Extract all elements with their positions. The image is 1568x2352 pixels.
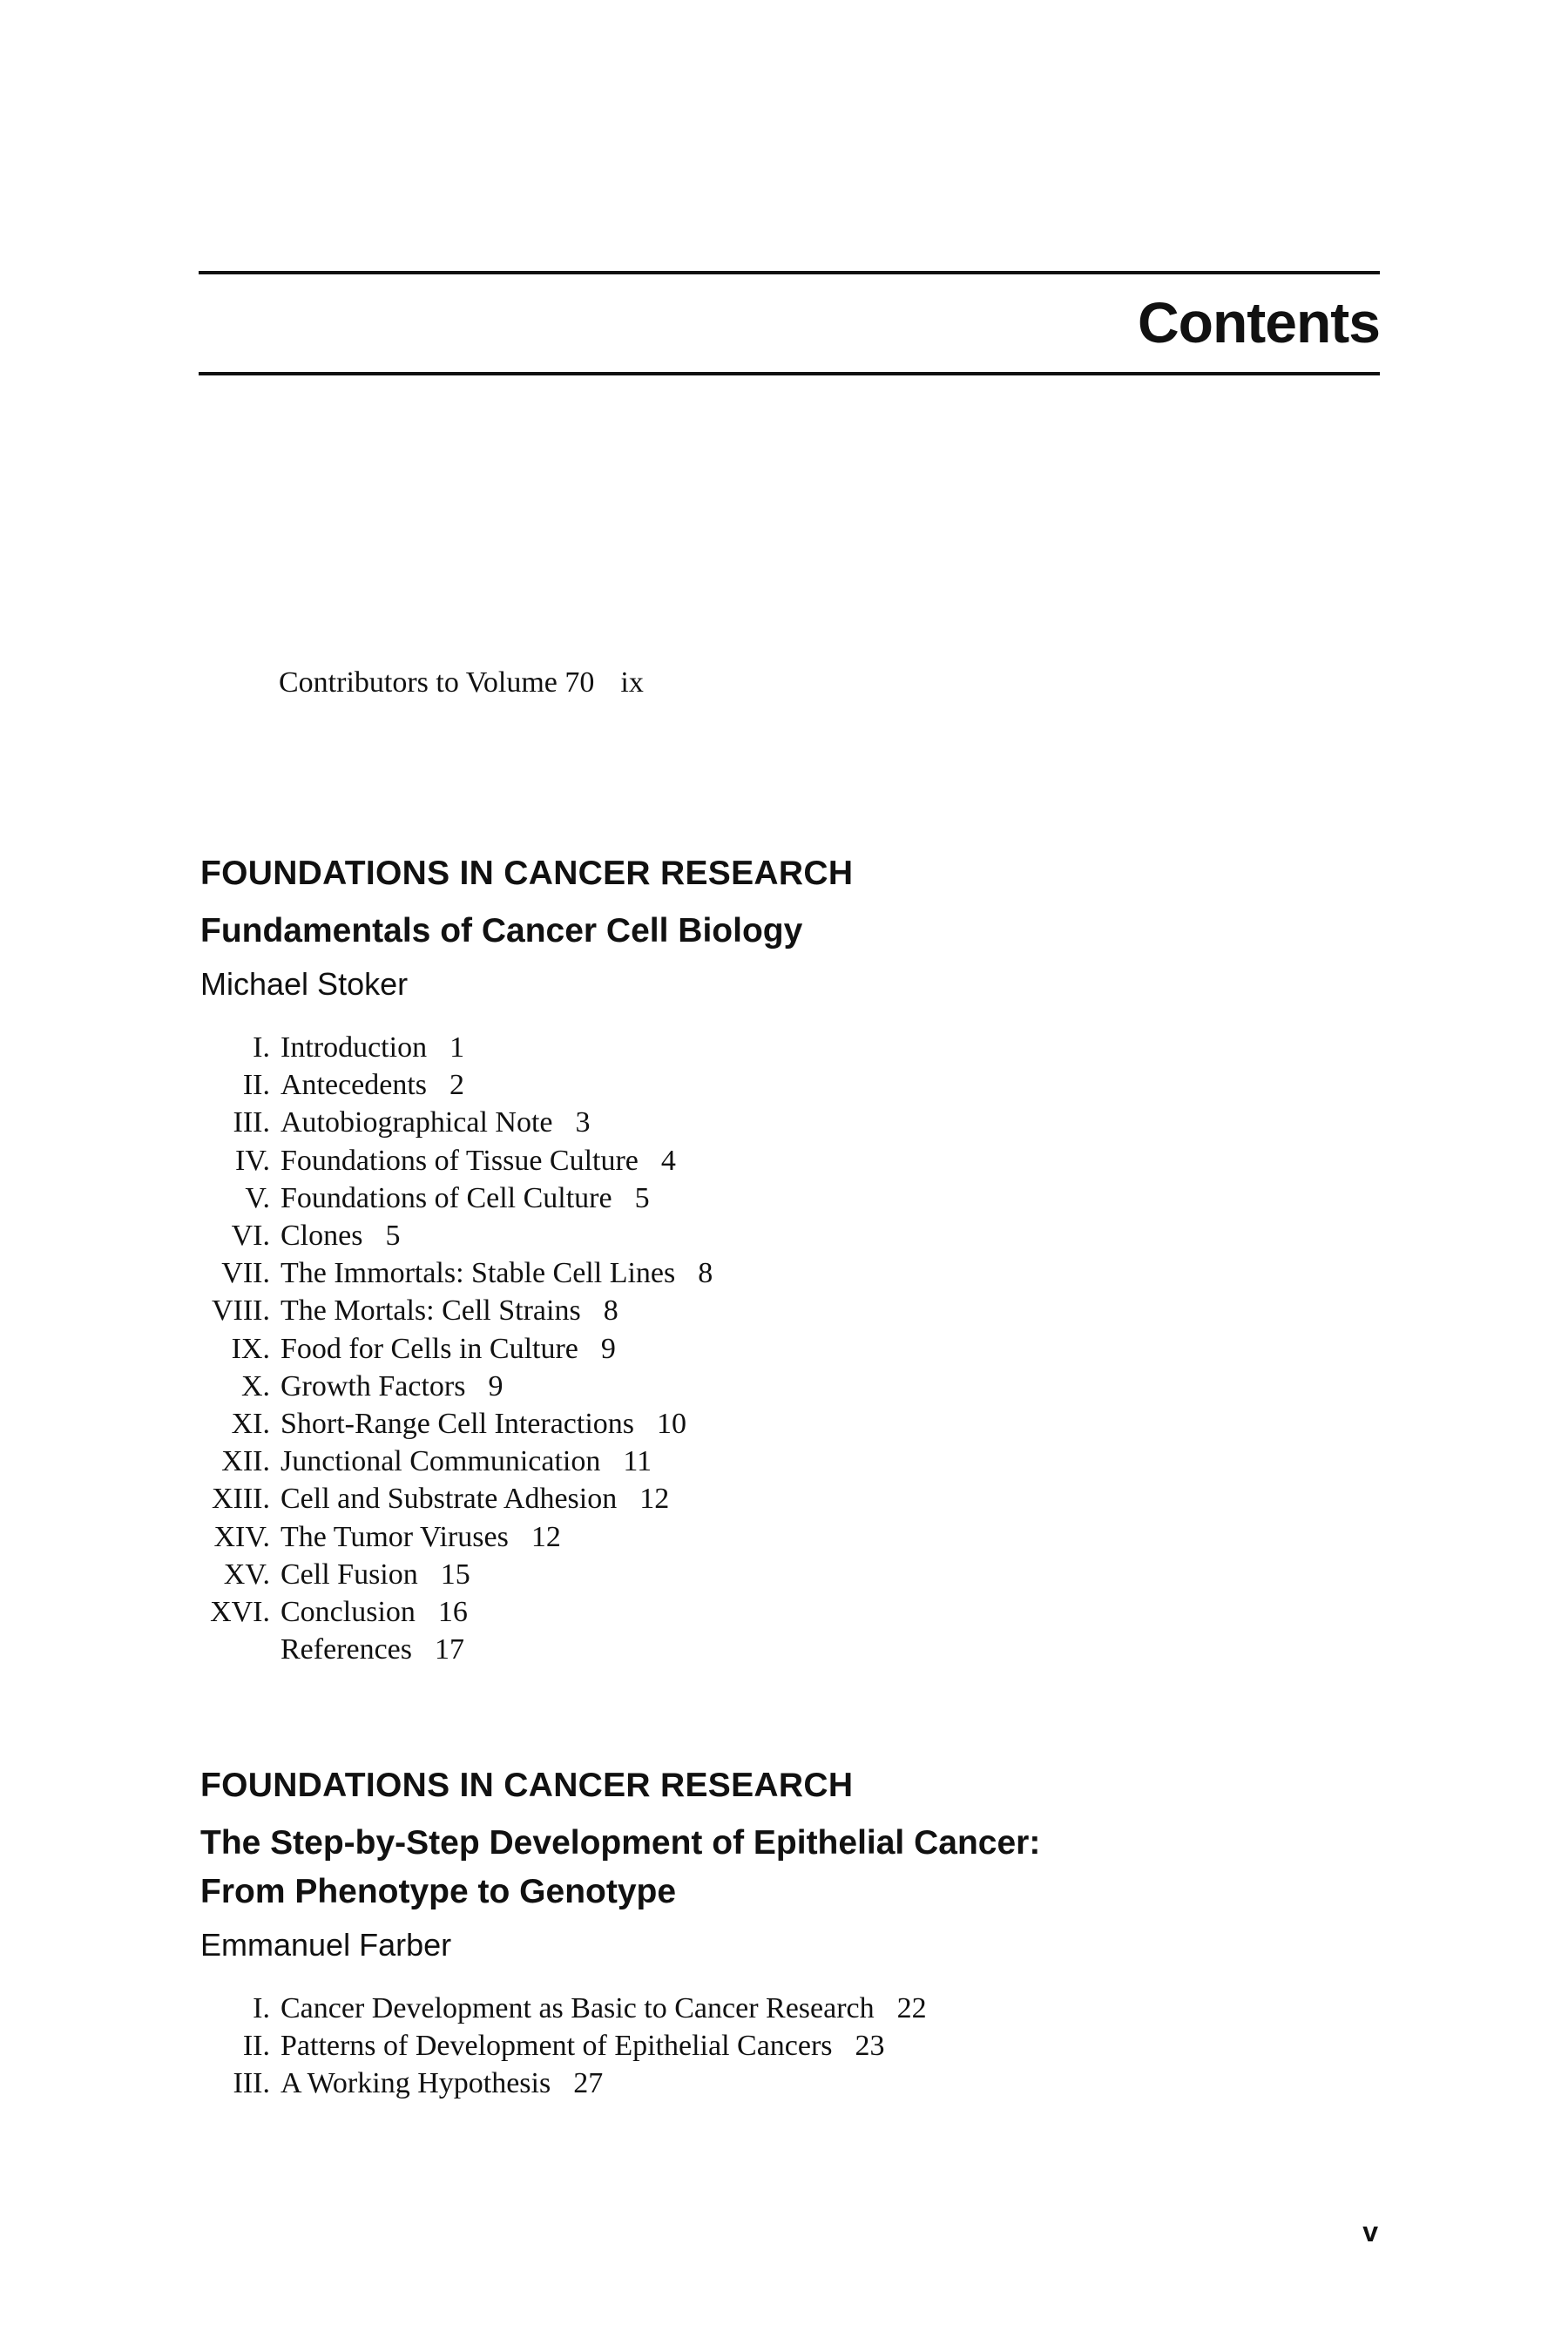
toc-entry-number: XV.: [223, 1558, 270, 1591]
toc-entry[interactable]: [200, 1254, 1385, 1292]
toc-entry[interactable]: [200, 1179, 1385, 1217]
toc-entry-references[interactable]: [200, 1631, 1385, 1668]
toc-entry-page: 22: [896, 1992, 927, 2024]
toc-entry-number: V.: [245, 1181, 270, 1214]
chapter-title[interactable]: [200, 1819, 1385, 1916]
toc-entry-title: Foundations of Tissue Culture: [280, 1144, 639, 1177]
toc-entry-title: Foundations of Cell Culture: [280, 1181, 612, 1214]
chapter-author: Michael Stoker: [200, 966, 409, 1002]
toc-entry-title: Antecedents: [280, 1069, 428, 1102]
toc-entry-page: 11: [623, 1445, 652, 1478]
toc-entry-number: II.: [242, 1069, 270, 1102]
toc-entry-page: 8: [698, 1257, 713, 1290]
toc-entry-page: 1: [449, 1031, 465, 1064]
toc-entry-title: Short-Range Cell Interactions: [280, 1408, 635, 1441]
toc-entry-page: 23: [855, 2030, 885, 2063]
page-title: Contents: [1138, 290, 1380, 355]
chapter-title-line: From Phenotype to Genotype: [200, 1873, 677, 1910]
toc-entry-title: A Working Hypothesis: [280, 2067, 551, 2100]
toc-entry-number: XIV.: [213, 1520, 270, 1553]
chapter-title-line: Fundamentals of Cancer Cell Biology: [200, 912, 803, 950]
toc-entry-page: 5: [634, 1181, 650, 1214]
contributors-label: Contributors to Volume 70: [279, 666, 595, 699]
contributors-entry[interactable]: [279, 664, 644, 702]
toc-entry-page: 15: [440, 1558, 470, 1591]
toc-entry[interactable]: [200, 1066, 1385, 1104]
toc-entry[interactable]: [200, 1217, 1385, 1254]
toc-entry-number: IX.: [231, 1332, 270, 1365]
bottom-rule: [199, 372, 1380, 375]
toc-entry-title: Cell Fusion: [280, 1558, 418, 1591]
top-rule: [199, 271, 1380, 274]
toc-entry-number: III.: [233, 1106, 270, 1139]
toc-entry[interactable]: [200, 1104, 1385, 1141]
toc-entry-title: Introduction: [280, 1031, 428, 1064]
toc-entry[interactable]: [200, 1292, 1385, 1329]
toc-list: [200, 1990, 1385, 2103]
toc-entry-page: 16: [437, 1596, 468, 1629]
chapter-section-stoker: [200, 849, 1385, 1668]
toc-entry-title: The Tumor Viruses: [280, 1520, 509, 1553]
toc-entry-number: XI.: [231, 1408, 270, 1441]
toc-entry-number: I.: [253, 1992, 270, 2024]
toc-entry[interactable]: [200, 1556, 1385, 1593]
toc-entry[interactable]: [200, 1368, 1385, 1405]
series-heading: FOUNDATIONS IN CANCER RESEARCH: [200, 855, 854, 892]
toc-entry-number: III.: [233, 2067, 270, 2100]
toc-entry-page: 9: [600, 1332, 616, 1365]
toc-list: [200, 1029, 1385, 1668]
toc-entry[interactable]: [200, 1990, 1385, 2027]
toc-entry-title: Patterns of Development of Epithelial Cancers: [280, 2030, 833, 2063]
chapter-title-line: The Step-by-Step Development of Epithelial Cancer:: [200, 1824, 1041, 1862]
toc-entry-title: Cell and Substrate Adhesion: [280, 1483, 618, 1516]
toc-entry-number: I.: [253, 1031, 270, 1064]
toc-entry-page: 2: [449, 1069, 465, 1102]
chapter-title[interactable]: [200, 907, 1385, 956]
toc-entry-page: 10: [657, 1408, 687, 1441]
toc-entry-title: Junctional Communication: [280, 1445, 601, 1478]
toc-entry-title: The Mortals: Cell Strains: [280, 1294, 581, 1328]
toc-entry-number: VIII.: [211, 1294, 270, 1328]
toc-entry-title: Cancer Development as Basic to Cancer Research: [280, 1992, 875, 2024]
toc-entry-title: Clones: [280, 1220, 363, 1253]
toc-entry[interactable]: [200, 1593, 1385, 1631]
toc-entry-number: XVI.: [210, 1596, 270, 1629]
toc-entry-title: Growth Factors: [280, 1369, 466, 1402]
toc-entry-title: Autobiographical Note: [280, 1106, 553, 1139]
page-folio: v: [1362, 2216, 1378, 2247]
toc-entry-number: XIII.: [211, 1483, 270, 1516]
series-heading: FOUNDATIONS IN CANCER RESEARCH: [200, 1767, 854, 1804]
toc-entry[interactable]: [200, 1443, 1385, 1480]
toc-entry-number: [200, 1631, 270, 1668]
toc-entry-page: 12: [531, 1520, 561, 1553]
toc-entry-number: VI.: [231, 1220, 270, 1253]
toc-entry-number: X.: [240, 1369, 270, 1402]
toc-entry[interactable]: [200, 1480, 1385, 1517]
toc-entry-number: VII.: [221, 1257, 270, 1290]
toc-entry[interactable]: [200, 1518, 1385, 1556]
toc-entry-title: Conclusion: [280, 1596, 416, 1629]
toc-entry-title: The Immortals: Stable Cell Lines: [280, 1257, 676, 1290]
toc-entry-number: IV.: [235, 1144, 270, 1177]
toc-entry-page: 4: [660, 1144, 676, 1177]
chapter-author: Emmanuel Farber: [200, 1927, 452, 1963]
toc-entry-title: Food for Cells in Culture: [280, 1332, 578, 1365]
toc-entry-number: II.: [242, 2030, 270, 2063]
toc-entry[interactable]: [200, 1029, 1385, 1066]
toc-entry-page: 3: [575, 1106, 591, 1139]
toc-entry-page: 9: [488, 1369, 504, 1402]
toc-entry[interactable]: [200, 1142, 1385, 1179]
toc-entry[interactable]: [200, 1405, 1385, 1443]
toc-entry-page: 17: [435, 1633, 465, 1666]
toc-entry[interactable]: [200, 2065, 1385, 2102]
toc-entry[interactable]: [200, 2027, 1385, 2065]
chapter-section-farber: [200, 1761, 1385, 2103]
toc-entry-page: 8: [603, 1294, 618, 1328]
toc-entry-page: 12: [639, 1483, 670, 1516]
toc-entry-page: 27: [573, 2067, 604, 2100]
toc-entry-number: XII.: [221, 1445, 270, 1478]
toc-entry[interactable]: [200, 1330, 1385, 1368]
toc-entry-title: References: [280, 1633, 413, 1666]
toc-entry-page: 5: [385, 1220, 401, 1253]
contributors-page: ix: [620, 666, 644, 699]
